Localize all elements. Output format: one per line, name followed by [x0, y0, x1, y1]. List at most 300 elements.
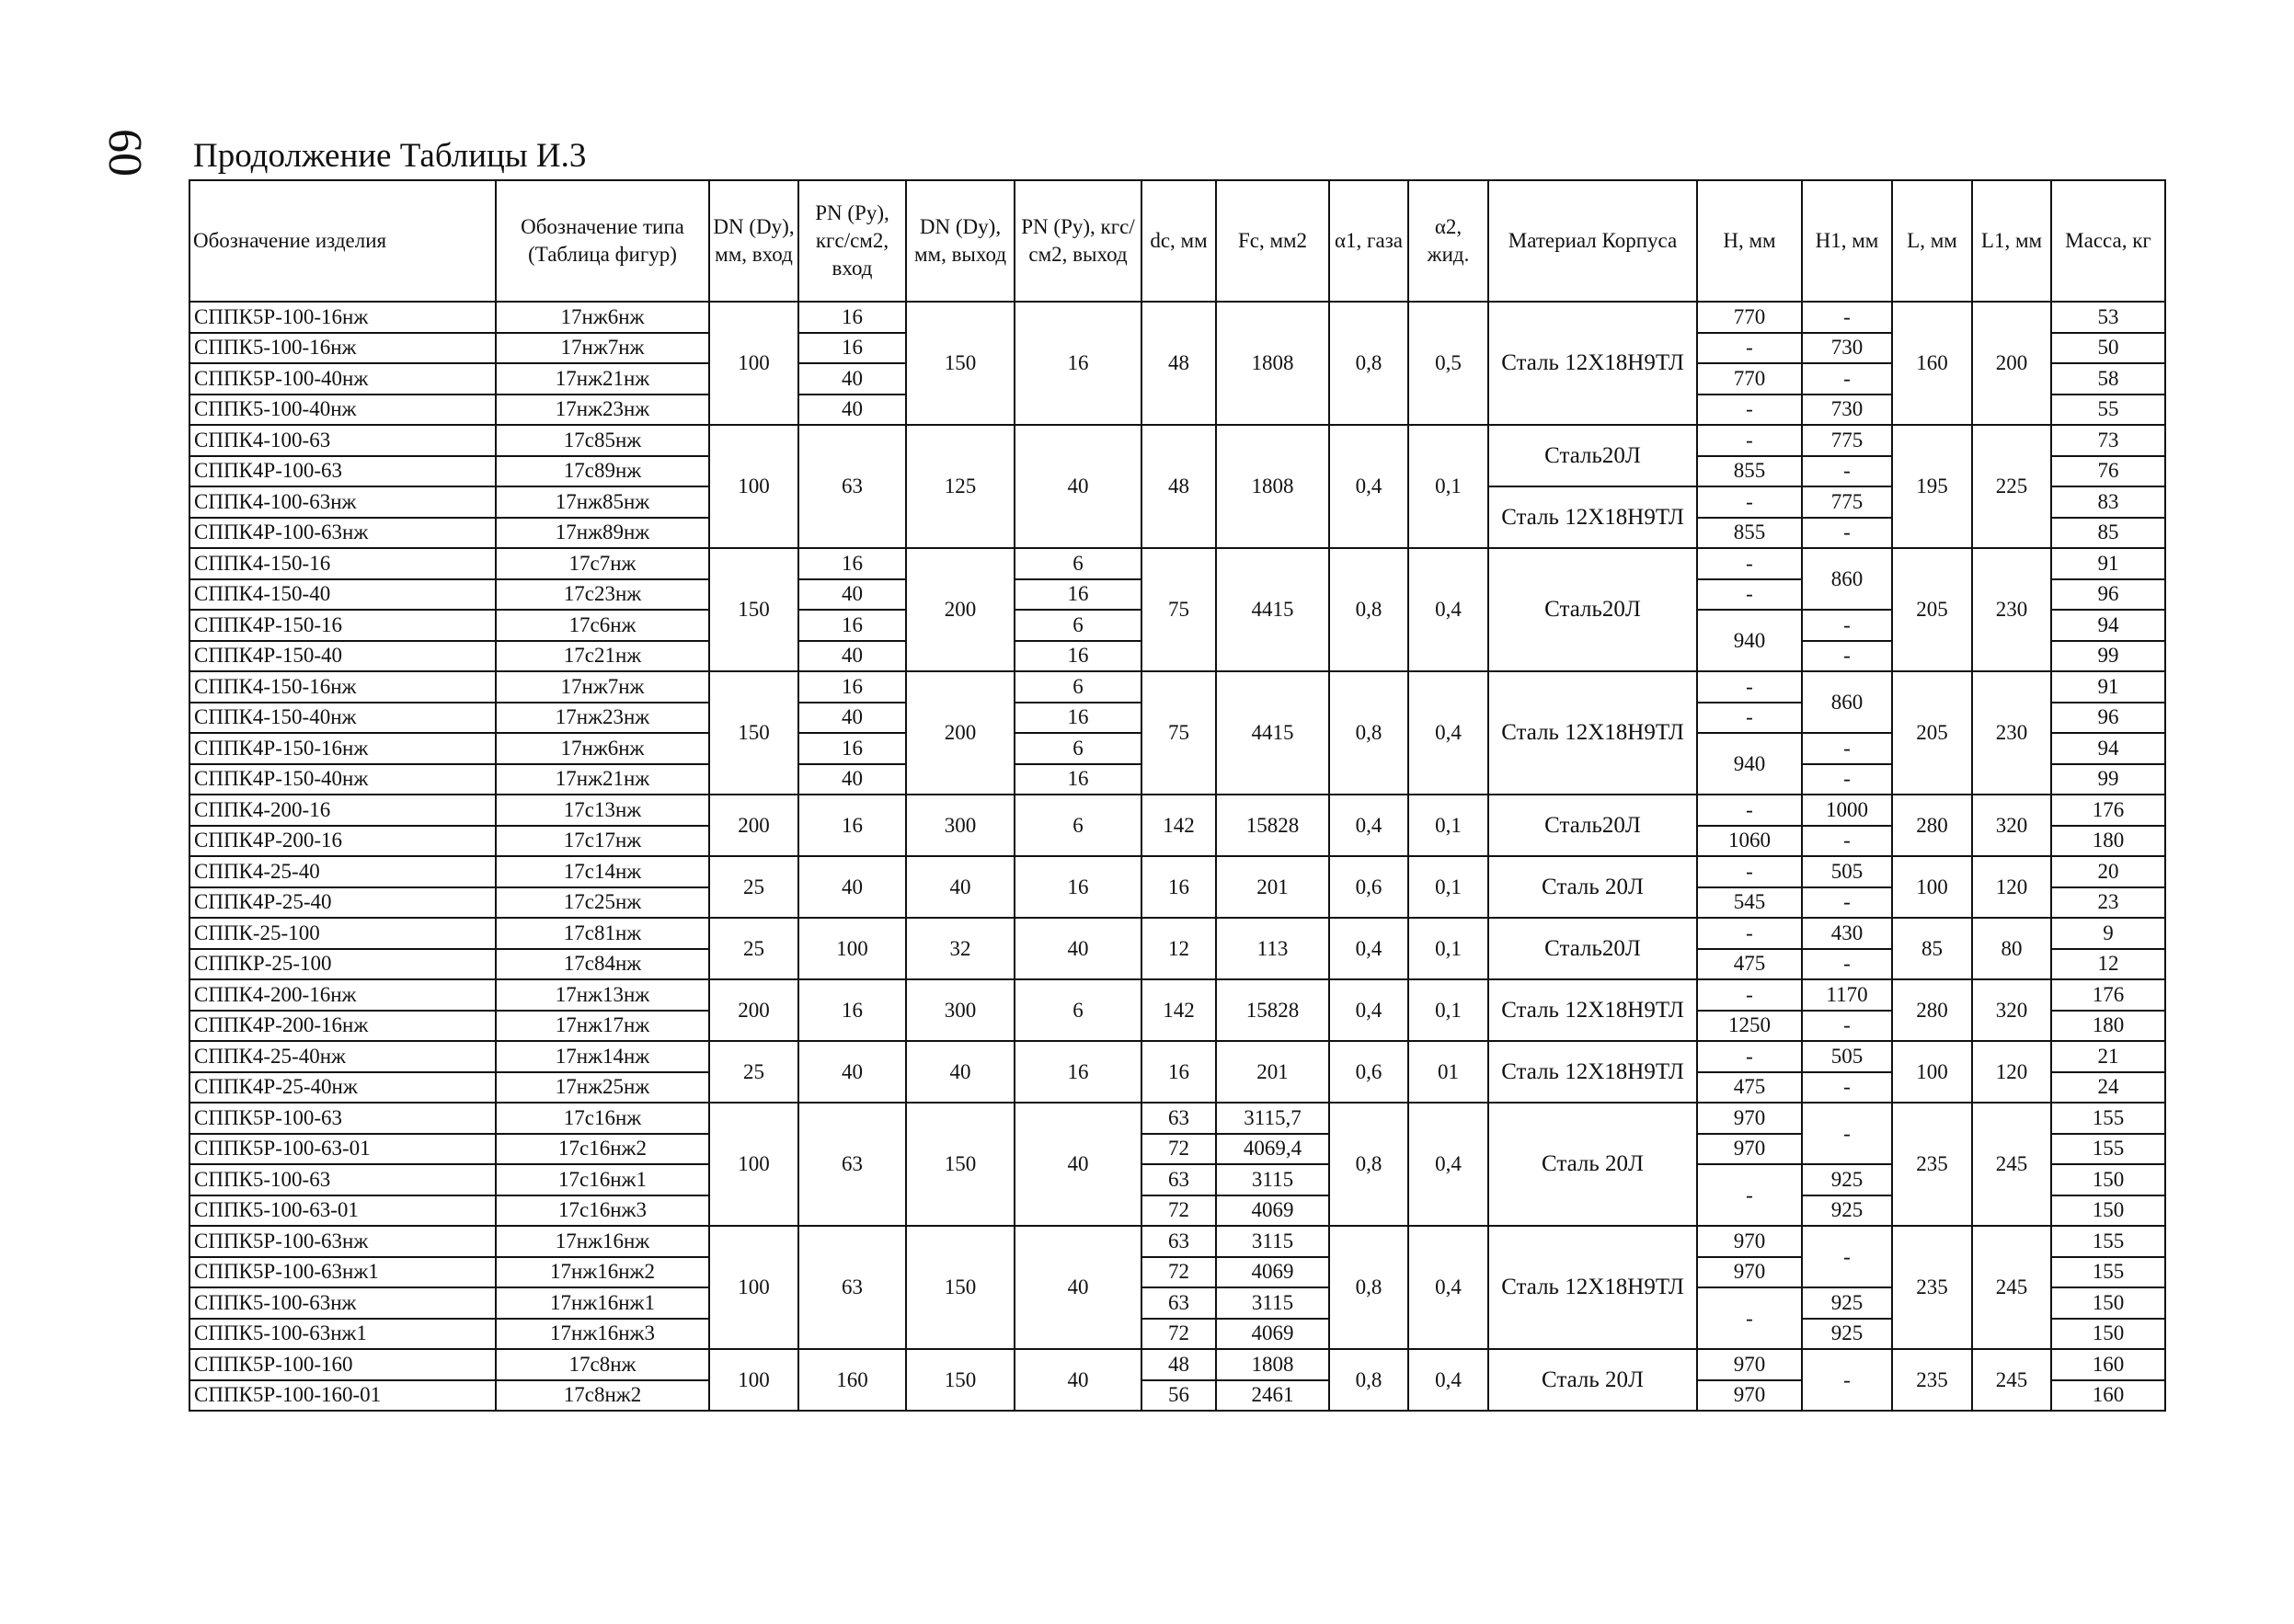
- table-cell: СППК5-100-63-01: [189, 1195, 496, 1227]
- table-cell: 2461: [1216, 1380, 1329, 1412]
- table-cell: 40: [798, 363, 906, 395]
- table-cell: СППК4Р-150-40: [189, 641, 496, 672]
- table-cell: 142: [1141, 979, 1216, 1041]
- table-cell: 6: [1015, 671, 1141, 703]
- table-cell: 100: [798, 918, 906, 979]
- table-cell: 23: [2051, 887, 2165, 919]
- table-cell: 176: [2051, 979, 2165, 1011]
- table-cell: 12: [1141, 918, 1216, 979]
- table-cell: 17нж6нж: [496, 733, 709, 764]
- table-cell: 3115: [1216, 1164, 1329, 1195]
- table-cell: 970: [1697, 1134, 1802, 1165]
- table-cell: 855: [1697, 518, 1802, 549]
- header-cell: PN (Py), кгс/см2, вход: [798, 180, 906, 302]
- table-row: [189, 302, 2165, 333]
- table-cell: -: [1697, 1164, 1802, 1226]
- table-row: [189, 1195, 2165, 1227]
- table-cell: СППК4Р-25-40нж: [189, 1072, 496, 1104]
- table-cell: -: [1802, 887, 1892, 919]
- table-cell: 16: [798, 795, 906, 856]
- table-caption: Продолжение Таблицы И.3: [193, 137, 587, 175]
- table-row: [189, 1319, 2165, 1350]
- table-cell: 20: [2051, 856, 2165, 887]
- table-cell: СППК5-100-63нж: [189, 1287, 496, 1319]
- table-cell: 25: [709, 918, 798, 979]
- table-row: [189, 918, 2165, 949]
- table-cell: 63: [798, 425, 906, 548]
- table-cell: 6: [1015, 733, 1141, 764]
- table-cell: 40: [1015, 1349, 1141, 1411]
- table-cell: 16: [798, 333, 906, 364]
- table-cell: 1808: [1216, 1349, 1329, 1380]
- table-cell: 1170: [1802, 979, 1892, 1011]
- table-cell: 160: [1892, 302, 1972, 425]
- table-cell: 150: [906, 302, 1015, 425]
- table-cell: 155: [2051, 1257, 2165, 1288]
- table-cell: 17с8нж2: [496, 1380, 709, 1412]
- table-cell: 155: [2051, 1226, 2165, 1257]
- table-cell: Сталь 20Л: [1488, 1103, 1697, 1226]
- table-cell: СППК4-100-63нж: [189, 486, 496, 518]
- table-cell: 16: [1015, 764, 1141, 795]
- table-cell: 75: [1141, 548, 1216, 671]
- table-cell: 94: [2051, 733, 2165, 764]
- table-cell: 17нж17нж: [496, 1011, 709, 1042]
- table-cell: 180: [2051, 1011, 2165, 1042]
- table-row: [189, 1226, 2165, 1257]
- table-cell: СППК5Р-100-40нж: [189, 363, 496, 395]
- table-cell: 320: [1972, 979, 2051, 1041]
- table-cell: 6: [1015, 548, 1141, 579]
- table-cell: 6: [1015, 795, 1141, 856]
- table-cell: 72: [1141, 1319, 1216, 1350]
- table-cell: 0,8: [1329, 1349, 1408, 1411]
- table-cell: -: [1802, 610, 1892, 641]
- table-cell: 16: [1015, 302, 1141, 425]
- table-cell: 3115: [1216, 1287, 1329, 1319]
- table-cell: 160: [2051, 1349, 2165, 1380]
- table-cell: 17нж16нж2: [496, 1257, 709, 1288]
- table-cell: 40: [798, 703, 906, 734]
- table-cell: 230: [1972, 671, 2051, 795]
- table-cell: 96: [2051, 579, 2165, 611]
- header-cell: Обозначение типа (Таблица фигур): [496, 180, 709, 302]
- table-cell: 16: [798, 733, 906, 764]
- table-cell: 280: [1892, 795, 1972, 856]
- table-cell: 72: [1141, 1195, 1216, 1227]
- table-cell: СППК5-100-40нж: [189, 395, 496, 426]
- table-cell: 15828: [1216, 979, 1329, 1041]
- table-cell: СППК5-100-16нж: [189, 333, 496, 364]
- table-cell: 770: [1697, 302, 1802, 333]
- table-cell: 925: [1802, 1319, 1892, 1350]
- table-cell: 925: [1802, 1287, 1892, 1319]
- table-cell: СППК4-100-63: [189, 425, 496, 456]
- header-cell: Масса, кг: [2051, 180, 2165, 302]
- table-cell: 63: [1141, 1103, 1216, 1134]
- table-cell: 0,1: [1408, 425, 1488, 548]
- table-cell: 17нж85нж: [496, 486, 709, 518]
- table-cell: 0,8: [1329, 548, 1408, 671]
- table-cell: -: [1697, 979, 1802, 1011]
- table-cell: 6: [1015, 610, 1141, 641]
- header-cell: dc, мм: [1141, 180, 1216, 302]
- table-cell: 0,5: [1408, 302, 1488, 425]
- table-cell: Сталь20Л: [1488, 548, 1697, 671]
- table-cell: 17с23нж: [496, 579, 709, 611]
- table-body: [189, 302, 2165, 1411]
- header-cell: PN (Py), кгс/см2, выход: [1015, 180, 1141, 302]
- table-row: [189, 856, 2165, 887]
- table-cell: 0,8: [1329, 671, 1408, 795]
- valve-specs-table: [189, 179, 2166, 1412]
- table-cell: Сталь20Л: [1488, 918, 1697, 979]
- table-cell: 17нж25нж: [496, 1072, 709, 1104]
- table-cell: 17нж21нж: [496, 764, 709, 795]
- table-cell: 85: [1892, 918, 1972, 979]
- table-cell: 17с89нж: [496, 456, 709, 487]
- table-cell: Сталь20Л: [1488, 795, 1697, 856]
- table-cell: 0,6: [1329, 1041, 1408, 1103]
- table-cell: СППК5Р-100-63нж: [189, 1226, 496, 1257]
- table-cell: 17с7нж: [496, 548, 709, 579]
- table-cell: 150: [2051, 1287, 2165, 1319]
- table-cell: 0,4: [1408, 1226, 1488, 1349]
- table-cell: СППК4-25-40нж: [189, 1041, 496, 1072]
- table-cell: 245: [1972, 1103, 2051, 1226]
- table-cell: -: [1697, 1287, 1802, 1349]
- table-cell: 16: [798, 671, 906, 703]
- table-cell: 17нж7нж: [496, 333, 709, 364]
- data-table-container: [189, 179, 2166, 1407]
- header-row: [189, 180, 2165, 302]
- table-cell: 100: [709, 1226, 798, 1349]
- table-cell: Сталь 12Х18Н9ТЛ: [1488, 671, 1697, 795]
- table-cell: 320: [1972, 795, 2051, 856]
- table-cell: 176: [2051, 795, 2165, 826]
- table-cell: 99: [2051, 641, 2165, 672]
- table-cell: 150: [2051, 1164, 2165, 1195]
- table-cell: 40: [798, 764, 906, 795]
- table-cell: 245: [1972, 1226, 2051, 1349]
- table-cell: 17нж16нж1: [496, 1287, 709, 1319]
- table-cell: СППК4Р-150-40нж: [189, 764, 496, 795]
- table-cell: 113: [1216, 918, 1329, 979]
- table-cell: СППК5-100-63нж1: [189, 1319, 496, 1350]
- table-cell: 970: [1697, 1257, 1802, 1288]
- table-cell: 200: [1972, 302, 2051, 425]
- table-cell: 0,1: [1408, 979, 1488, 1041]
- table-cell: 1808: [1216, 302, 1329, 425]
- table-cell: 6: [1015, 979, 1141, 1041]
- table-cell: 17нж16нж3: [496, 1319, 709, 1350]
- table-row: [189, 1287, 2165, 1319]
- table-cell: 16: [798, 548, 906, 579]
- table-cell: 15828: [1216, 795, 1329, 856]
- table-cell: 505: [1802, 856, 1892, 887]
- table-cell: 150: [906, 1103, 1015, 1226]
- table-cell: -: [1802, 363, 1892, 395]
- table-cell: -: [1697, 703, 1802, 734]
- header-cell: Материал Корпуса: [1488, 180, 1697, 302]
- table-cell: СППК4Р-150-16нж: [189, 733, 496, 764]
- table-cell: 940: [1697, 733, 1802, 795]
- table-cell: СППК5Р-100-63-01: [189, 1134, 496, 1165]
- table-cell: 17с16нж3: [496, 1195, 709, 1227]
- table-cell: 0,4: [1329, 795, 1408, 856]
- table-cell: 16: [1015, 1041, 1141, 1103]
- table-cell: 0,4: [1329, 425, 1408, 548]
- header-cell: H1, мм: [1802, 180, 1892, 302]
- table-cell: 40: [798, 395, 906, 426]
- table-cell: 55: [2051, 395, 2165, 426]
- table-cell: 0,8: [1329, 1103, 1408, 1226]
- table-cell: 17с25нж: [496, 887, 709, 919]
- table-cell: 17с85нж: [496, 425, 709, 456]
- table-cell: Сталь 20Л: [1488, 1349, 1697, 1411]
- table-cell: 12: [2051, 949, 2165, 980]
- page-number: 60: [98, 129, 151, 177]
- table-cell: СППК4-150-16: [189, 548, 496, 579]
- table-cell: 730: [1802, 395, 1892, 426]
- table-cell: 25: [709, 1041, 798, 1103]
- table-cell: 40: [1015, 1226, 1141, 1349]
- table-cell: 16: [1015, 579, 1141, 611]
- table-cell: 0,1: [1408, 856, 1488, 918]
- table-cell: 475: [1697, 1072, 1802, 1104]
- table-cell: 17нж16нж: [496, 1226, 709, 1257]
- table-cell: -: [1802, 826, 1892, 857]
- table-cell: 160: [2051, 1380, 2165, 1412]
- table-cell: Сталь 12Х18Н9ТЛ: [1488, 486, 1697, 548]
- table-cell: 230: [1972, 548, 2051, 671]
- table-cell: 4069: [1216, 1195, 1329, 1227]
- table-cell: 3115,7: [1216, 1103, 1329, 1134]
- table-cell: 730: [1802, 333, 1892, 364]
- table-cell: 205: [1892, 548, 1972, 671]
- table-cell: 17с6нж: [496, 610, 709, 641]
- table-cell: 40: [906, 1041, 1015, 1103]
- table-cell: 40: [798, 1041, 906, 1103]
- table-cell: 17с84нж: [496, 949, 709, 980]
- table-cell: 160: [798, 1349, 906, 1411]
- table-cell: СППК5Р-100-16нж: [189, 302, 496, 333]
- table-cell: 4415: [1216, 548, 1329, 671]
- table-cell: 17с17нж: [496, 826, 709, 857]
- table-cell: 1250: [1697, 1011, 1802, 1042]
- table-cell: 17нж23нж: [496, 395, 709, 426]
- table-cell: 96: [2051, 703, 2165, 734]
- table-cell: СППК5Р-100-63нж1: [189, 1257, 496, 1288]
- table-cell: 3115: [1216, 1226, 1329, 1257]
- header-cell: DN (Dy), мм, вход: [709, 180, 798, 302]
- table-cell: 16: [798, 979, 906, 1041]
- table-cell: 860: [1802, 548, 1892, 610]
- table-cell: 200: [906, 548, 1015, 671]
- table-cell: 53: [2051, 302, 2165, 333]
- table-cell: 32: [906, 918, 1015, 979]
- table-cell: -: [1697, 1041, 1802, 1072]
- table-cell: 91: [2051, 671, 2165, 703]
- table-cell: 180: [2051, 826, 2165, 857]
- table-cell: 16: [1141, 856, 1216, 918]
- table-cell: 56: [1141, 1380, 1216, 1412]
- table-cell: 48: [1141, 1349, 1216, 1380]
- table-cell: Сталь 20Л: [1488, 856, 1697, 918]
- table-cell: 195: [1892, 425, 1972, 548]
- table-cell: 150: [709, 671, 798, 795]
- table-cell: 40: [1015, 1103, 1141, 1226]
- table-cell: 58: [2051, 363, 2165, 395]
- table-row: [189, 795, 2165, 826]
- table-cell: 200: [709, 979, 798, 1041]
- table-cell: 76: [2051, 456, 2165, 487]
- table-cell: 63: [798, 1226, 906, 1349]
- table-cell: Сталь 12Х18Н9ТЛ: [1488, 979, 1697, 1041]
- table-cell: 72: [1141, 1134, 1216, 1165]
- table-cell: 100: [709, 302, 798, 425]
- table-cell: СППК5Р-100-63: [189, 1103, 496, 1134]
- table-cell: 300: [906, 979, 1015, 1041]
- table-cell: 1060: [1697, 826, 1802, 857]
- table-cell: 100: [709, 1349, 798, 1411]
- header-cell: α1, газа: [1329, 180, 1408, 302]
- table-cell: 63: [798, 1103, 906, 1226]
- table-cell: 150: [2051, 1319, 2165, 1350]
- table-cell: 17нж7нж: [496, 671, 709, 703]
- table-cell: 83: [2051, 486, 2165, 518]
- table-cell: Сталь 12Х18Н9ТЛ: [1488, 302, 1697, 425]
- table-cell: -: [1697, 333, 1802, 364]
- table-cell: 24: [2051, 1072, 2165, 1104]
- table-cell: 120: [1972, 1041, 2051, 1103]
- table-cell: -: [1697, 395, 1802, 426]
- table-cell: СППК4-200-16: [189, 795, 496, 826]
- table-cell: СППК5Р-100-160-01: [189, 1380, 496, 1412]
- table-cell: Сталь20Л: [1488, 425, 1697, 486]
- table-cell: 855: [1697, 456, 1802, 487]
- table-cell: 4069,4: [1216, 1134, 1329, 1165]
- table-cell: 235: [1892, 1103, 1972, 1226]
- table-cell: СППК5-100-63: [189, 1164, 496, 1195]
- table-cell: 545: [1697, 887, 1802, 919]
- table-cell: 85: [2051, 518, 2165, 549]
- table-cell: 0,8: [1329, 302, 1408, 425]
- table-cell: 40: [798, 579, 906, 611]
- table-cell: СППК4-25-40: [189, 856, 496, 887]
- table-cell: 1000: [1802, 795, 1892, 826]
- table-cell: 17с16нж: [496, 1103, 709, 1134]
- table-cell: 150: [709, 548, 798, 671]
- table-cell: -: [1802, 764, 1892, 795]
- table-cell: 17нж21нж: [496, 363, 709, 395]
- table-cell: 770: [1697, 363, 1802, 395]
- table-cell: СППК4Р-100-63: [189, 456, 496, 487]
- table-cell: 17нж89нж: [496, 518, 709, 549]
- table-cell: 17с21нж: [496, 641, 709, 672]
- table-cell: -: [1802, 1226, 1892, 1287]
- table-cell: 4415: [1216, 671, 1329, 795]
- table-cell: СППК4Р-150-16: [189, 610, 496, 641]
- table-cell: 201: [1216, 1041, 1329, 1103]
- table-cell: 970: [1697, 1226, 1802, 1257]
- table-cell: СППК4Р-200-16: [189, 826, 496, 857]
- table-cell: СППК4-200-16нж: [189, 979, 496, 1011]
- table-cell: 225: [1972, 425, 2051, 548]
- table-cell: 0,8: [1329, 1226, 1408, 1349]
- table-cell: 16: [798, 302, 906, 333]
- table-cell: 280: [1892, 979, 1972, 1041]
- table-cell: -: [1697, 856, 1802, 887]
- table-cell: 0,1: [1408, 795, 1488, 856]
- table-cell: 475: [1697, 949, 1802, 980]
- table-cell: 0,4: [1408, 548, 1488, 671]
- table-row: [189, 979, 2165, 1011]
- table-cell: 9: [2051, 918, 2165, 949]
- table-cell: 775: [1802, 486, 1892, 518]
- table-row: [189, 548, 2165, 579]
- table-cell: -: [1802, 1103, 1892, 1164]
- header-cell: DN (Dy), мм, выход: [906, 180, 1015, 302]
- table-cell: -: [1697, 918, 1802, 949]
- table-cell: 72: [1141, 1257, 1216, 1288]
- table-cell: 99: [2051, 764, 2165, 795]
- table-cell: 925: [1802, 1164, 1892, 1195]
- table-cell: 4069: [1216, 1319, 1329, 1350]
- table-cell: СППК4Р-100-63нж: [189, 518, 496, 549]
- table-cell: -: [1697, 795, 1802, 826]
- table-cell: 50: [2051, 333, 2165, 364]
- table-cell: 0,4: [1408, 1103, 1488, 1226]
- table-cell: 17нж6нж: [496, 302, 709, 333]
- header-cell: Обозначение изделия: [189, 180, 496, 302]
- table-cell: -: [1697, 486, 1802, 518]
- table-cell: 48: [1141, 425, 1216, 548]
- header-cell: L, мм: [1892, 180, 1972, 302]
- table-cell: 505: [1802, 1041, 1892, 1072]
- table-cell: 155: [2051, 1134, 2165, 1165]
- table-cell: 17с13нж: [496, 795, 709, 826]
- table-cell: 73: [2051, 425, 2165, 456]
- table-cell: 300: [906, 795, 1015, 856]
- table-cell: 200: [906, 671, 1015, 795]
- table-cell: 0,4: [1329, 918, 1408, 979]
- header-cell: Fc, мм2: [1216, 180, 1329, 302]
- table-cell: 17с81нж: [496, 918, 709, 949]
- table-cell: 235: [1892, 1226, 1972, 1349]
- table-cell: 775: [1802, 425, 1892, 456]
- table-cell: -: [1802, 456, 1892, 487]
- table-cell: 17с16нж2: [496, 1134, 709, 1165]
- table-cell: 430: [1802, 918, 1892, 949]
- table-cell: 21: [2051, 1041, 2165, 1072]
- table-cell: -: [1697, 579, 1802, 611]
- table-cell: 970: [1697, 1380, 1802, 1412]
- table-cell: 201: [1216, 856, 1329, 918]
- table-cell: 17с8нж: [496, 1349, 709, 1380]
- table-cell: -: [1697, 548, 1802, 579]
- table-cell: 16: [1015, 703, 1141, 734]
- table-cell: 17с16нж1: [496, 1164, 709, 1195]
- table-cell: -: [1802, 302, 1892, 333]
- table-cell: 16: [1015, 856, 1141, 918]
- header-cell: H, мм: [1697, 180, 1802, 302]
- table-cell: СППК4Р-25-40: [189, 887, 496, 919]
- table-cell: 80: [1972, 918, 2051, 979]
- table-row: [189, 671, 2165, 703]
- table-row: [189, 1103, 2165, 1134]
- table-cell: СППК5Р-100-160: [189, 1349, 496, 1380]
